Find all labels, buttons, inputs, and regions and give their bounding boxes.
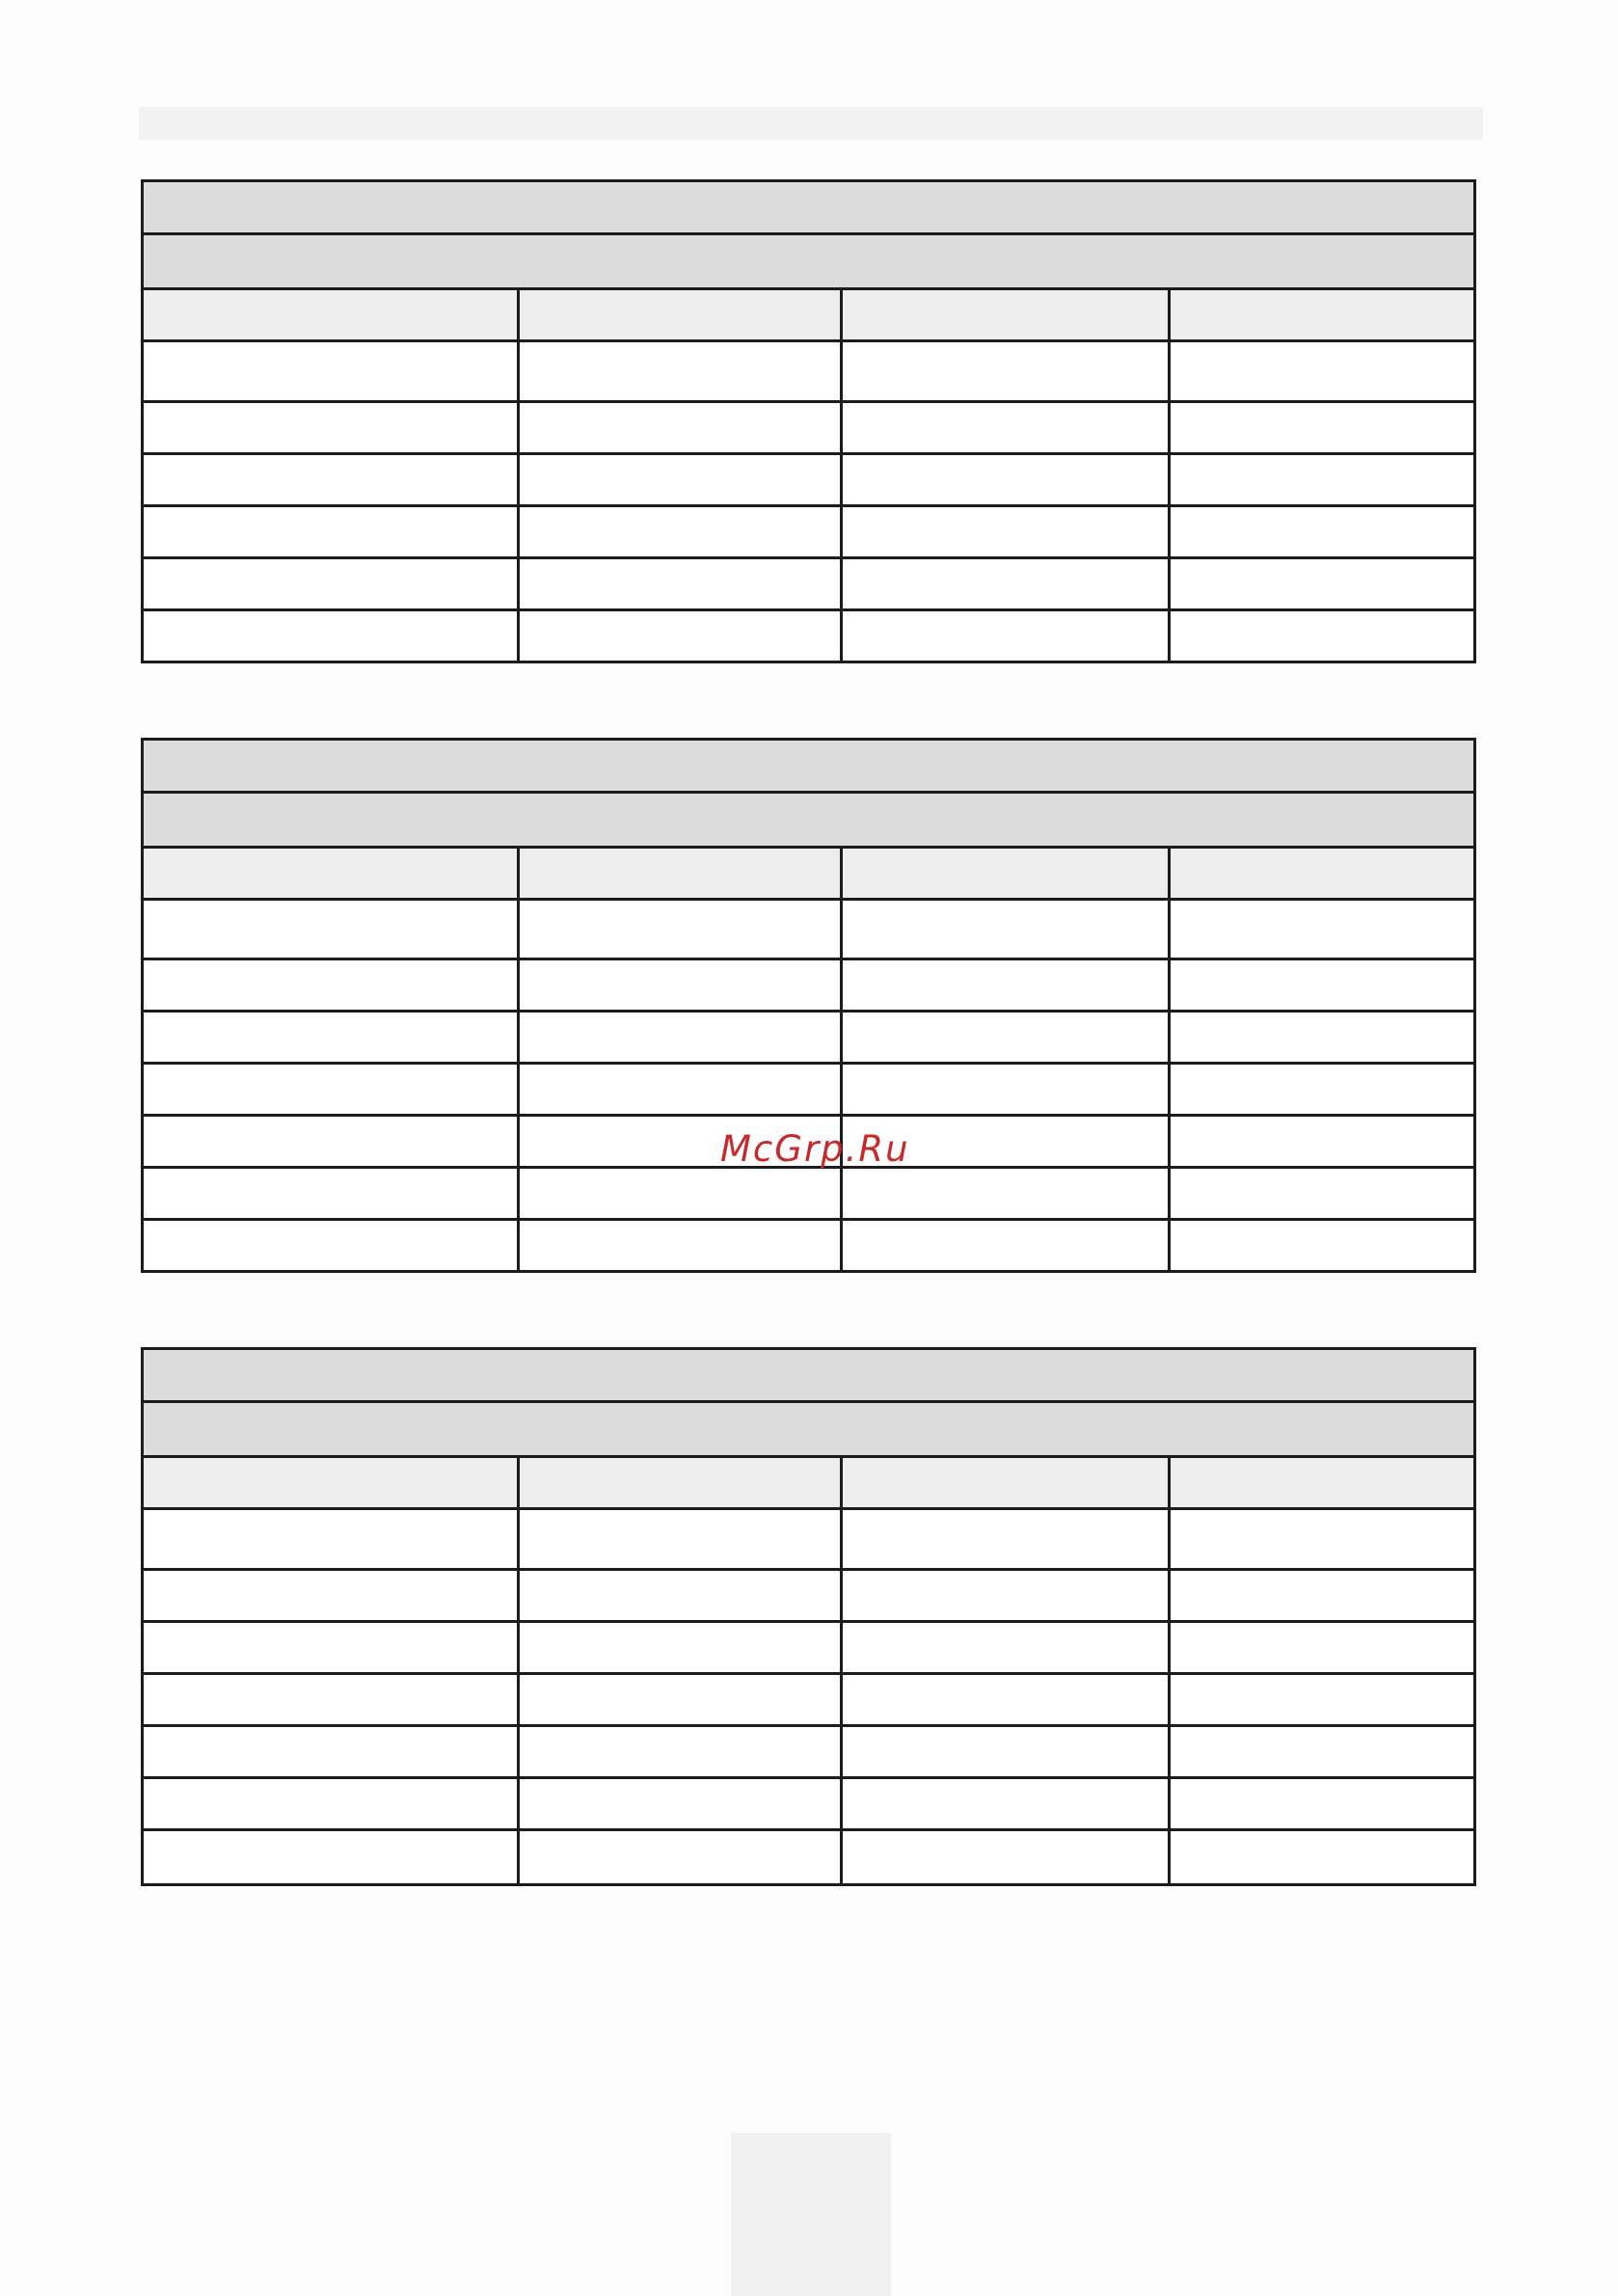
table-cell [1170, 341, 1475, 402]
table-cell [519, 1778, 842, 1830]
column-header [842, 1457, 1170, 1509]
table-cell [1170, 1778, 1475, 1830]
table-row [143, 1064, 1475, 1116]
table-cell [143, 341, 519, 402]
column-header [842, 289, 1170, 341]
table-cell [519, 341, 842, 402]
table-cell [842, 1830, 1170, 1885]
watermark-text: McGrp.Ru [720, 1128, 910, 1170]
table-cell [143, 610, 519, 662]
table-row [143, 1570, 1475, 1622]
column-header [1170, 848, 1475, 900]
column-header [519, 289, 842, 341]
table-cell [143, 1064, 519, 1116]
table-cell [1170, 1830, 1475, 1885]
table-cell [1170, 454, 1475, 506]
table-cell [1170, 402, 1475, 454]
table-cell [519, 1622, 842, 1674]
table-cell [519, 900, 842, 959]
table-cell [143, 900, 519, 959]
table-cell [1170, 1509, 1475, 1570]
table-row [143, 1220, 1475, 1272]
table-cell [1170, 1012, 1475, 1064]
table-cell [1170, 959, 1475, 1012]
table-subtitle [143, 234, 1475, 289]
table-cell [519, 610, 842, 662]
table-row [143, 959, 1475, 1012]
table-row [143, 610, 1475, 662]
column-header [519, 848, 842, 900]
column-header [842, 848, 1170, 900]
table-cell [842, 1220, 1170, 1272]
table-cell [519, 1726, 842, 1778]
table-cell [519, 1509, 842, 1570]
table-cell [1170, 1622, 1475, 1674]
table-cell [842, 558, 1170, 610]
column-header [143, 1457, 519, 1509]
table-cell [519, 402, 842, 454]
table-cell [143, 1168, 519, 1220]
table-cell [143, 1116, 519, 1168]
spec-table-1 [141, 179, 1476, 663]
table-cell [143, 506, 519, 558]
table-cell [1170, 1674, 1475, 1726]
page-header-band [139, 107, 1483, 140]
table-cell [842, 1726, 1170, 1778]
table-row [143, 1622, 1475, 1674]
page-number-block [731, 2133, 891, 2296]
table-row [143, 506, 1475, 558]
table-cell [143, 1622, 519, 1674]
table-cell [1170, 1570, 1475, 1622]
table-cell [519, 1012, 842, 1064]
table-row [143, 558, 1475, 610]
table-row [143, 454, 1475, 506]
table-cell [842, 341, 1170, 402]
table-cell [1170, 1116, 1475, 1168]
table-cell [143, 1726, 519, 1778]
table-cell [143, 1570, 519, 1622]
table-cell [842, 900, 1170, 959]
table-cell [143, 959, 519, 1012]
table-cell [842, 1168, 1170, 1220]
table-cell [842, 1674, 1170, 1726]
column-header [519, 1457, 842, 1509]
table-cell [519, 959, 842, 1012]
table-cell [143, 1674, 519, 1726]
table-cell [143, 1830, 519, 1885]
table-title [143, 1349, 1475, 1402]
table-title [143, 740, 1475, 793]
table-cell [1170, 1168, 1475, 1220]
table-cell [1170, 1064, 1475, 1116]
table-row [143, 1726, 1475, 1778]
table-row [143, 900, 1475, 959]
spec-table-3 [141, 1347, 1476, 1886]
table-cell [519, 1830, 842, 1885]
table-cell [842, 1012, 1170, 1064]
table-cell [1170, 1220, 1475, 1272]
table-cell [842, 610, 1170, 662]
table-cell [143, 1509, 519, 1570]
table-cell [519, 1168, 842, 1220]
table-cell [519, 454, 842, 506]
table-cell [519, 506, 842, 558]
table-cell [143, 1012, 519, 1064]
table-row [143, 1778, 1475, 1830]
table-cell [842, 1622, 1170, 1674]
table-cell [519, 1674, 842, 1726]
table-cell [842, 1064, 1170, 1116]
table-cell [1170, 900, 1475, 959]
table-cell [1170, 506, 1475, 558]
table-cell [143, 402, 519, 454]
table-cell [1170, 558, 1475, 610]
column-header [1170, 1457, 1475, 1509]
table-subtitle [143, 1402, 1475, 1457]
table-cell [842, 1509, 1170, 1570]
table-cell [1170, 610, 1475, 662]
table-cell [842, 454, 1170, 506]
table-cell [1170, 1726, 1475, 1778]
table-row [143, 1830, 1475, 1885]
table-cell [519, 1064, 842, 1116]
table-title [143, 181, 1475, 234]
table-cell [842, 1778, 1170, 1830]
table-cell [519, 558, 842, 610]
column-header [1170, 289, 1475, 341]
table-row [143, 1168, 1475, 1220]
table-row [143, 1674, 1475, 1726]
table-cell [143, 1220, 519, 1272]
table-row [143, 1012, 1475, 1064]
table-subtitle [143, 793, 1475, 848]
table-cell [143, 558, 519, 610]
table-row [143, 402, 1475, 454]
table-cell [519, 1570, 842, 1622]
table-cell [842, 506, 1170, 558]
table-cell [143, 454, 519, 506]
table-cell [143, 1778, 519, 1830]
table-cell [842, 402, 1170, 454]
table-row [143, 341, 1475, 402]
table-cell [519, 1220, 842, 1272]
column-header [143, 289, 519, 341]
table-row [143, 1509, 1475, 1570]
table-cell [842, 1570, 1170, 1622]
column-header [143, 848, 519, 900]
spec-table-2 [141, 738, 1476, 1273]
table-cell [842, 959, 1170, 1012]
